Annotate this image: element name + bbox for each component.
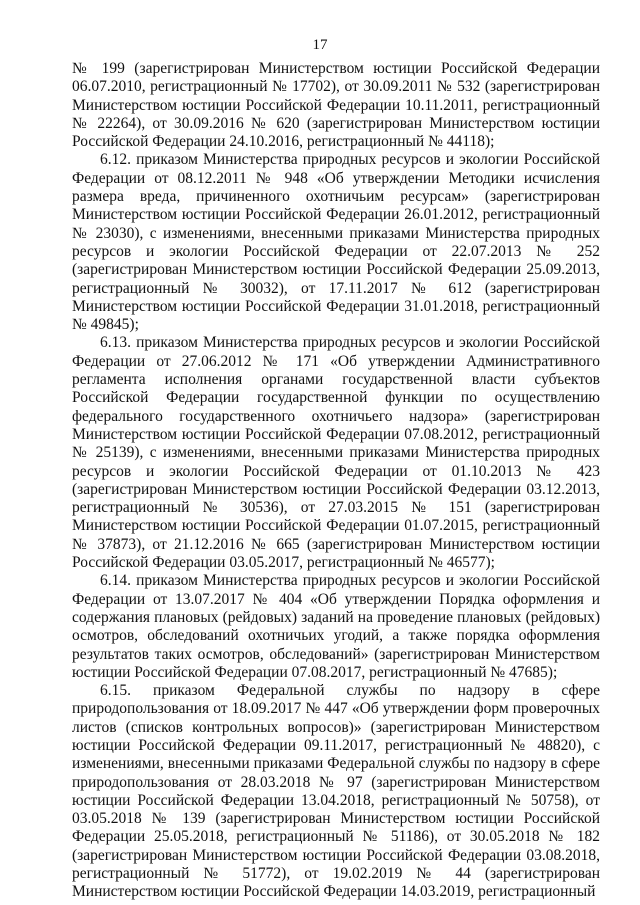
paragraph-6-12: 6.12. приказом Министерства природных ресурсов и экологии Российской Федерации от 08.12.2011 № 948 «Об утверждении Методики исчисления размера вреда, причиненного охотничьим ресурсам» (зарегистрирован Министерством юстиции Российской Федерации 26.01.2012, регистрационный № 23030), с изменениями, внесенными приказами Министерства природных ресурсов и экологии Российской Федерации от 22.07.2013 № 252 (зарегистрирован Министерством юстиции Российской Федерации 25.09.2013, регистрационный № 30032), от 17.11.2017 № 612 (зарегистрирован Министерством юстиции Российской Федерации 31.01.2018, регистрационный № 49845); [72, 151, 600, 334]
page-number: 17 [312, 37, 328, 53]
document-body [72, 60, 600, 902]
paragraph-continuation: № 199 (зарегистрирован Министерством юстиции Российской Федерации 06.07.2010, регистрационный № 17702), от 30.09.2011 № 532 (зарегистрирован Министерством юстиции Российской Федерации 10.11.2011, регистрационный № 22264), от 30.09.2016 № 620 (зарегистрирован Министерством юстиции Российской Федерации 24.10.2016, регистрационный № 44118); [72, 60, 600, 151]
paragraph-6-13: 6.13. приказом Министерства природных ресурсов и экологии Российской Федерации от 27.06.2012 № 171 «Об утверждении Административного регламента исполнения органами государственной власти субъектов Российской Федерации государственной функции по осуществлению федерального государственного охотничьего надзора» (зарегистрирован Министерством юстиции Российской Федерации 07.08.2012, регистрационный № 25139), с изменениями, внесенными приказами Министерства природных ресурсов и экологии Российской Федерации от 01.10.2013 № 423 (зарегистрирован Министерством юстиции Российской Федерации 03.12.2013, регистрационный № 30536), от 27.03.2015 № 151 (зарегистрирован Министерством юстиции Российской Федерации 01.07.2015, регистрационный № 37873), от 21.12.2016 № 665 (зарегистрирован Министерством юстиции Российской Федерации 03.05.2017, регистрационный № 46577); [72, 334, 600, 572]
paragraph-6-14: 6.14. приказом Министерства природных ресурсов и экологии Российской Федерации от 13.07.2017 № 404 «Об утверждении Порядка оформления и содержания плановых (рейдовых) заданий на проведение плановых (рейдовых) осмотров, обследований охотничьих угодий, а также порядка оформления результатов таких осмотров, обследований» (зарегистрирован Министерством юстиции Российской Федерации 07.08.2017, регистрационный № 47685); [72, 572, 600, 681]
paragraph-6-15: 6.15. приказом Федеральной службы по надзору в сфере природопользования от 18.09.2017 № 447 «Об утверждении форм проверочных листов (списков контрольных вопросов)» (зарегистрирован Министерством юстиции Российской Федерации 09.11.2017, регистрационный № 48820), с изменениями, внесенными приказами Федеральной службы по надзору в сфере природопользования от 28.03.2018 № 97 (зарегистрирован Министерством юстиции Российской Федерации 13.04.2018, регистрационный № 50758), от 03.05.2018 № 139 (зарегистрирован Министерством юстиции Российской Федерации 25.05.2018, регистрационный № 51186), от 30.05.2018 № 182 (зарегистрирован Министерством юстиции Российской Федерации 03.08.2018, регистрационный № 51772), от 19.02.2019 № 44 (зарегистрирован Министерством юстиции Российской Федерации 14.03.2019, регистрационный [72, 682, 600, 901]
